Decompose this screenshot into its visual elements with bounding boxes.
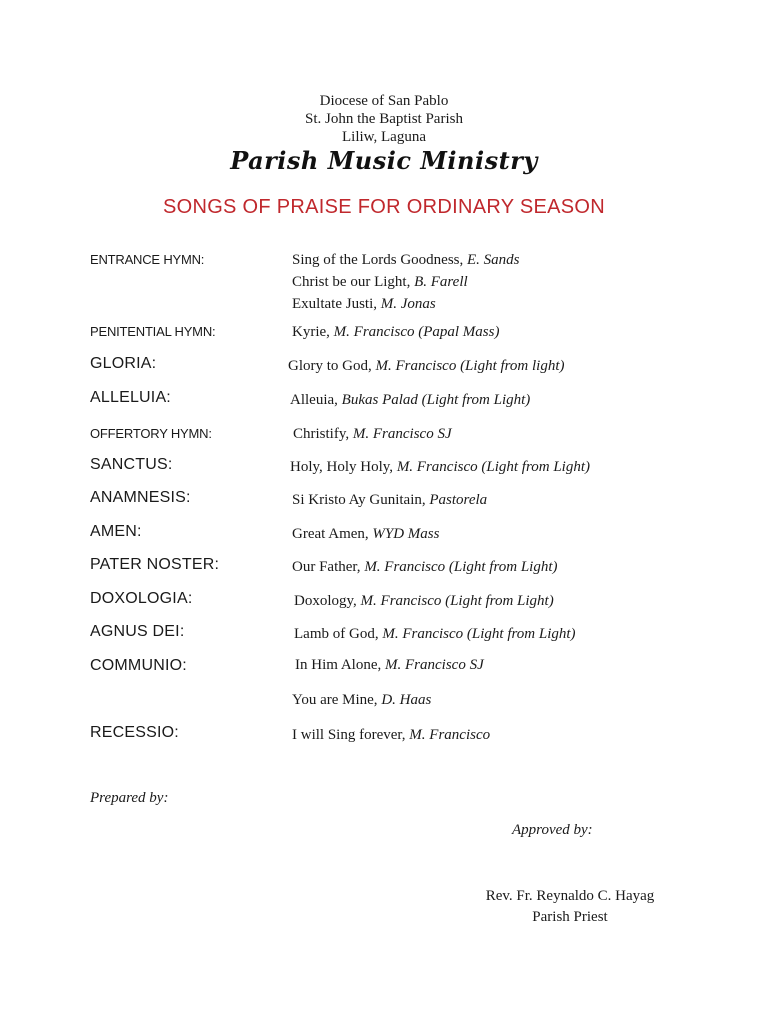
song-list bbox=[292, 523, 439, 545]
song-composer: M. Francisco (Light from Light) bbox=[360, 593, 554, 609]
row-label: ENTRANCE HYMN: bbox=[90, 252, 205, 267]
song-item bbox=[292, 489, 487, 511]
song-title: Kyrie, bbox=[292, 324, 334, 340]
song-title: In Him Alone, bbox=[295, 657, 385, 673]
row-label: AGNUS DEI: bbox=[90, 623, 185, 640]
song-item bbox=[292, 249, 520, 271]
song-composer: M. Jonas bbox=[380, 296, 436, 312]
row-label: RECESSIO: bbox=[90, 724, 179, 741]
song-composer: M. Francisco SJ bbox=[352, 426, 452, 442]
song-title: Si Kristo Ay Gunitain, bbox=[292, 492, 430, 508]
song-composer: M. Francisco (Light from Light) bbox=[382, 626, 576, 642]
song-composer: E. Sands bbox=[467, 252, 520, 268]
row-label: COMMUNIO: bbox=[90, 657, 187, 674]
row-label: DOXOLOGIA: bbox=[90, 590, 193, 607]
song-title: Our Father, bbox=[292, 559, 365, 575]
parish-name: St. John the Baptist Parish bbox=[305, 111, 463, 127]
song-item bbox=[292, 523, 439, 545]
row-label: AMEN: bbox=[90, 523, 142, 540]
song-list bbox=[288, 355, 565, 377]
song-title: Doxology, bbox=[294, 593, 361, 609]
row-label: ALLELUIA: bbox=[90, 389, 171, 406]
song-item bbox=[290, 389, 530, 411]
document-header bbox=[0, 92, 768, 146]
song-item bbox=[292, 271, 520, 293]
song-list bbox=[290, 389, 530, 411]
song-composer: M. Francisco (Light from Light) bbox=[364, 559, 558, 575]
song-item bbox=[292, 321, 499, 343]
diocese-name: Diocese of San Pablo bbox=[319, 93, 449, 109]
signature-block bbox=[420, 886, 720, 928]
song-title: Christify, bbox=[293, 426, 353, 442]
approved-by-label: Approved by: bbox=[512, 822, 593, 838]
song-title: You are Mine, bbox=[292, 692, 382, 708]
row-label: OFFERTORY HYMN: bbox=[90, 426, 212, 441]
song-title: Lamb of God, bbox=[294, 626, 383, 642]
song-item bbox=[292, 689, 431, 711]
song-composer: Pastorela bbox=[429, 492, 488, 508]
song-list bbox=[292, 249, 520, 315]
song-item bbox=[295, 657, 484, 673]
song-item bbox=[288, 355, 565, 377]
song-list bbox=[293, 423, 452, 445]
song-list bbox=[294, 590, 554, 612]
song-composer: Bukas Palad (Light from Light) bbox=[341, 392, 531, 408]
song-list bbox=[292, 489, 487, 511]
song-title: Glory to God, bbox=[288, 358, 376, 374]
song-item bbox=[290, 456, 590, 478]
song-composer: M. Francisco SJ bbox=[385, 657, 484, 673]
row-label: PATER NOSTER: bbox=[90, 556, 220, 573]
signer-title: Parish Priest bbox=[532, 909, 608, 925]
song-item bbox=[294, 590, 554, 612]
row-label: ANAMNESIS: bbox=[90, 489, 191, 506]
song-composer: M. Francisco (Light from light) bbox=[375, 358, 565, 374]
song-list bbox=[292, 556, 558, 578]
song-composer: B. Farell bbox=[414, 274, 468, 290]
song-list bbox=[294, 623, 576, 645]
song-item bbox=[292, 556, 558, 578]
song-list bbox=[292, 724, 490, 746]
row-label: SANCTUS: bbox=[90, 456, 173, 473]
prepared-by-label: Prepared by: bbox=[90, 790, 169, 806]
parish-location: Liliw, Laguna bbox=[341, 129, 426, 145]
song-title: Great Amen, bbox=[292, 526, 373, 542]
signer-name: Rev. Fr. Reynaldo C. Hayag bbox=[485, 888, 655, 904]
row-label: GLORIA: bbox=[90, 355, 157, 372]
song-title: Sing of the Lords Goodness, bbox=[292, 252, 467, 268]
ministry-title: Parish Music Ministry bbox=[230, 146, 538, 175]
song-title: Christ be our Light, bbox=[292, 274, 415, 290]
song-composer: M. Francisco bbox=[409, 727, 491, 743]
song-title: Alleuia, bbox=[290, 392, 342, 408]
song-composer: M. Francisco (Light from Light) bbox=[396, 459, 591, 475]
song-list bbox=[295, 657, 484, 673]
song-item bbox=[292, 293, 520, 315]
row-label: PENITENTIAL HYMN: bbox=[90, 324, 216, 339]
song-composer: M. Francisco (Papal Mass) bbox=[333, 324, 500, 340]
song-composer: D. Haas bbox=[381, 692, 432, 708]
song-list bbox=[292, 321, 499, 343]
song-list-continued bbox=[292, 689, 431, 711]
song-composer: WYD Mass bbox=[372, 526, 440, 542]
song-item bbox=[292, 724, 490, 746]
season-title: SONGS OF PRAISE FOR ORDINARY SEASON bbox=[162, 196, 606, 218]
song-title: Exultate Justi, bbox=[292, 296, 381, 312]
song-item bbox=[294, 623, 576, 645]
song-item bbox=[293, 423, 452, 445]
song-title: Holy, Holy Holy, bbox=[290, 459, 397, 475]
song-title: I will Sing forever, bbox=[292, 727, 410, 743]
song-list bbox=[290, 456, 590, 478]
